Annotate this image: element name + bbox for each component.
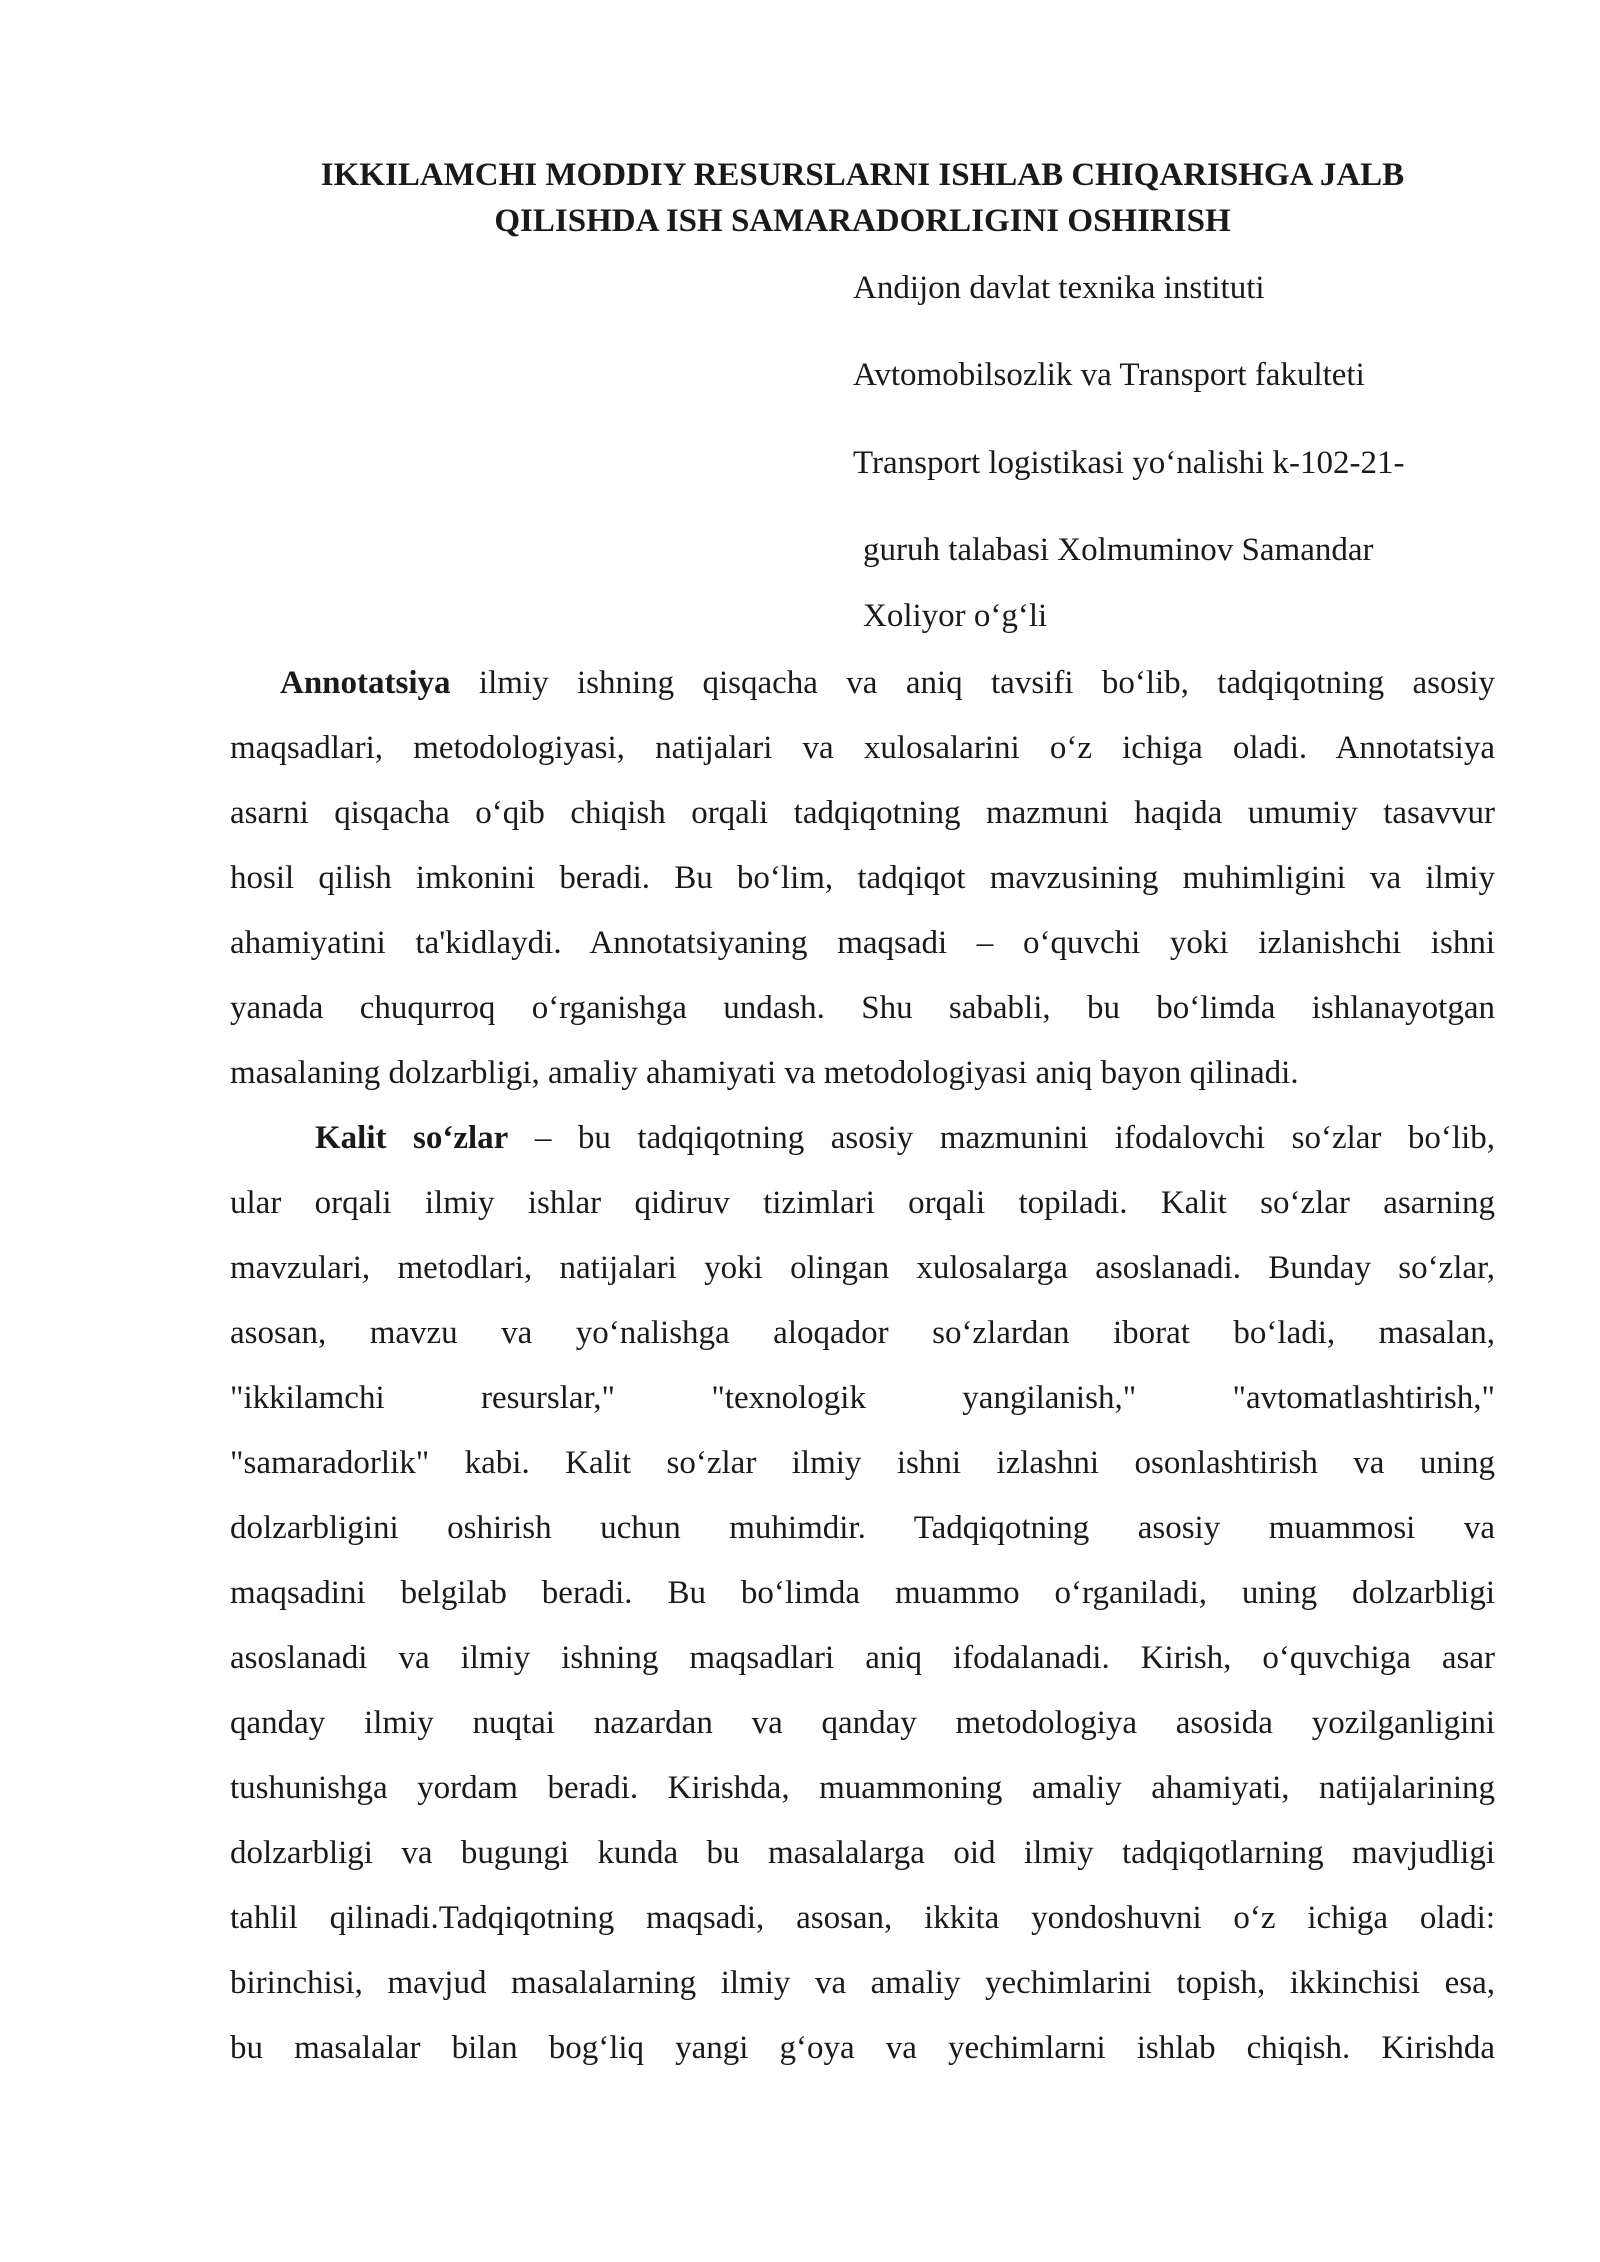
paragraph-line: yanada chuqurroq o‘rganishga undash. Shu sababli, bu bo‘limda ishlanayotgan [230, 990, 1495, 1026]
document-title [230, 152, 1495, 244]
paragraph-line: dolzarbligini oshirish uchun muhimdir. Tadqiqotning asosiy muammosi va [230, 1510, 1495, 1546]
author-direction: Transport logistikasi yo‘nalishi k-102-21- [853, 445, 1405, 481]
paragraph-line: ahamiyatini ta'kidlaydi. Annotatsiyaning maqsadi – o‘quvchi yoki izlanishchi ishni [230, 925, 1495, 961]
paragraph-line: asoslanadi va ilmiy ishning maqsadlari aniq ifodalanadi. Kirish, o‘quvchiga asar [230, 1640, 1495, 1676]
annotation-heading: Annotatsiya [280, 665, 451, 701]
paragraph-line: bu masalalar bilan bog‘liq yangi g‘oya va yechimlarni ishlab chiqish. Kirishda [230, 2030, 1495, 2066]
author-faculty: Avtomobilsozlik va Transport fakulteti [853, 357, 1365, 393]
author-patronymic: Xoliyor o‘g‘li [863, 598, 1048, 634]
paragraph-line [230, 651, 1495, 716]
paragraph-line: "samaradorlik" kabi. Kalit so‘zlar ilmiy ishni izlashni osonlashtirish va uning [230, 1445, 1495, 1481]
paragraph-line: mavzulari, metodlari, natijalari yoki olingan xulosalarga asoslanadi. Bunday so‘zlar, [230, 1250, 1495, 1286]
title-line-1: IKKILAMCHI MODDIY RESURSLARNI ISHLAB CHIQARISHGA JALB [320, 157, 1405, 193]
paragraph-line: maqsadlari, metodologiyasi, natijalari va xulosalarini o‘z ichiga oladi. Annotatsiya [230, 730, 1495, 766]
keywords-paragraph [230, 1106, 1495, 2081]
paragraph-line: "ikkilamchi resurslar," "texnologik yangilanish," "avtomatlashtirish," [230, 1380, 1495, 1416]
paragraph-line: asosan, mavzu va yo‘nalishga aloqador so‘zlardan iborat bo‘ladi, masalan, [230, 1315, 1495, 1351]
paragraph-line: dolzarbligi va bugungi kunda bu masalalarga oid ilmiy tadqiqotlarning mavjudligi [230, 1835, 1495, 1871]
author-institute: Andijon davlat texnika instituti [853, 270, 1265, 306]
paragraph-line: maqsadini belgilab beradi. Bu bo‘limda muammo o‘rganiladi, uning dolzarbligi [230, 1575, 1495, 1611]
annotation-paragraph [230, 651, 1495, 1106]
paragraph-line: tushunishga yordam beradi. Kirishda, muammoning amaliy ahamiyati, natijalarining [230, 1770, 1495, 1806]
paragraph-line: birinchisi, mavjud masalalarning ilmiy va amaliy yechimlarini topish, ikkinchisi esa, [230, 1965, 1495, 2001]
paragraph-line: masalaning dolzarbligi, amaliy ahamiyati va metodologiyasi aniq bayon qilinadi. [230, 1055, 1299, 1091]
paragraph-line: hosil qilish imkonini beradi. Bu bo‘lim, tadqiqot mavzusining muhimligini va ilmiy [230, 860, 1495, 896]
line-text: – bu tadqiqotning asosiy mazmunini ifodalovchi so‘zlar bo‘lib, [508, 1120, 1496, 1156]
keywords-heading: Kalit so‘zlar [315, 1120, 509, 1156]
paragraph-line: asarni qisqacha o‘qib chiqish orqali tadqiqotning mazmuni haqida umumiy tasavvur [230, 795, 1495, 831]
paragraph-line: qanday ilmiy nuqtai nazardan va qanday metodologiya asosida yozilganligini [230, 1705, 1495, 1741]
paragraph-line: tahlil qilinadi.Tadqiqotning maqsadi, asosan, ikkita yondoshuvni o‘z ichiga oladi: [230, 1900, 1495, 1936]
title-line-2: QILISHDA ISH SAMARADORLIGINI OSHIRISH [494, 203, 1231, 239]
paragraph-line [230, 1106, 1495, 1171]
author-student: guruh talabasi Xolmuminov Samandar [863, 532, 1374, 568]
paragraph-line: ular orqali ilmiy ishlar qidiruv tizimlari orqali topiladi. Kalit so‘zlar asarning [230, 1185, 1495, 1221]
line-text: ilmiy ishning qisqacha va aniq tavsifi bo‘lib, tadqiqotning asosiy [450, 665, 1495, 701]
